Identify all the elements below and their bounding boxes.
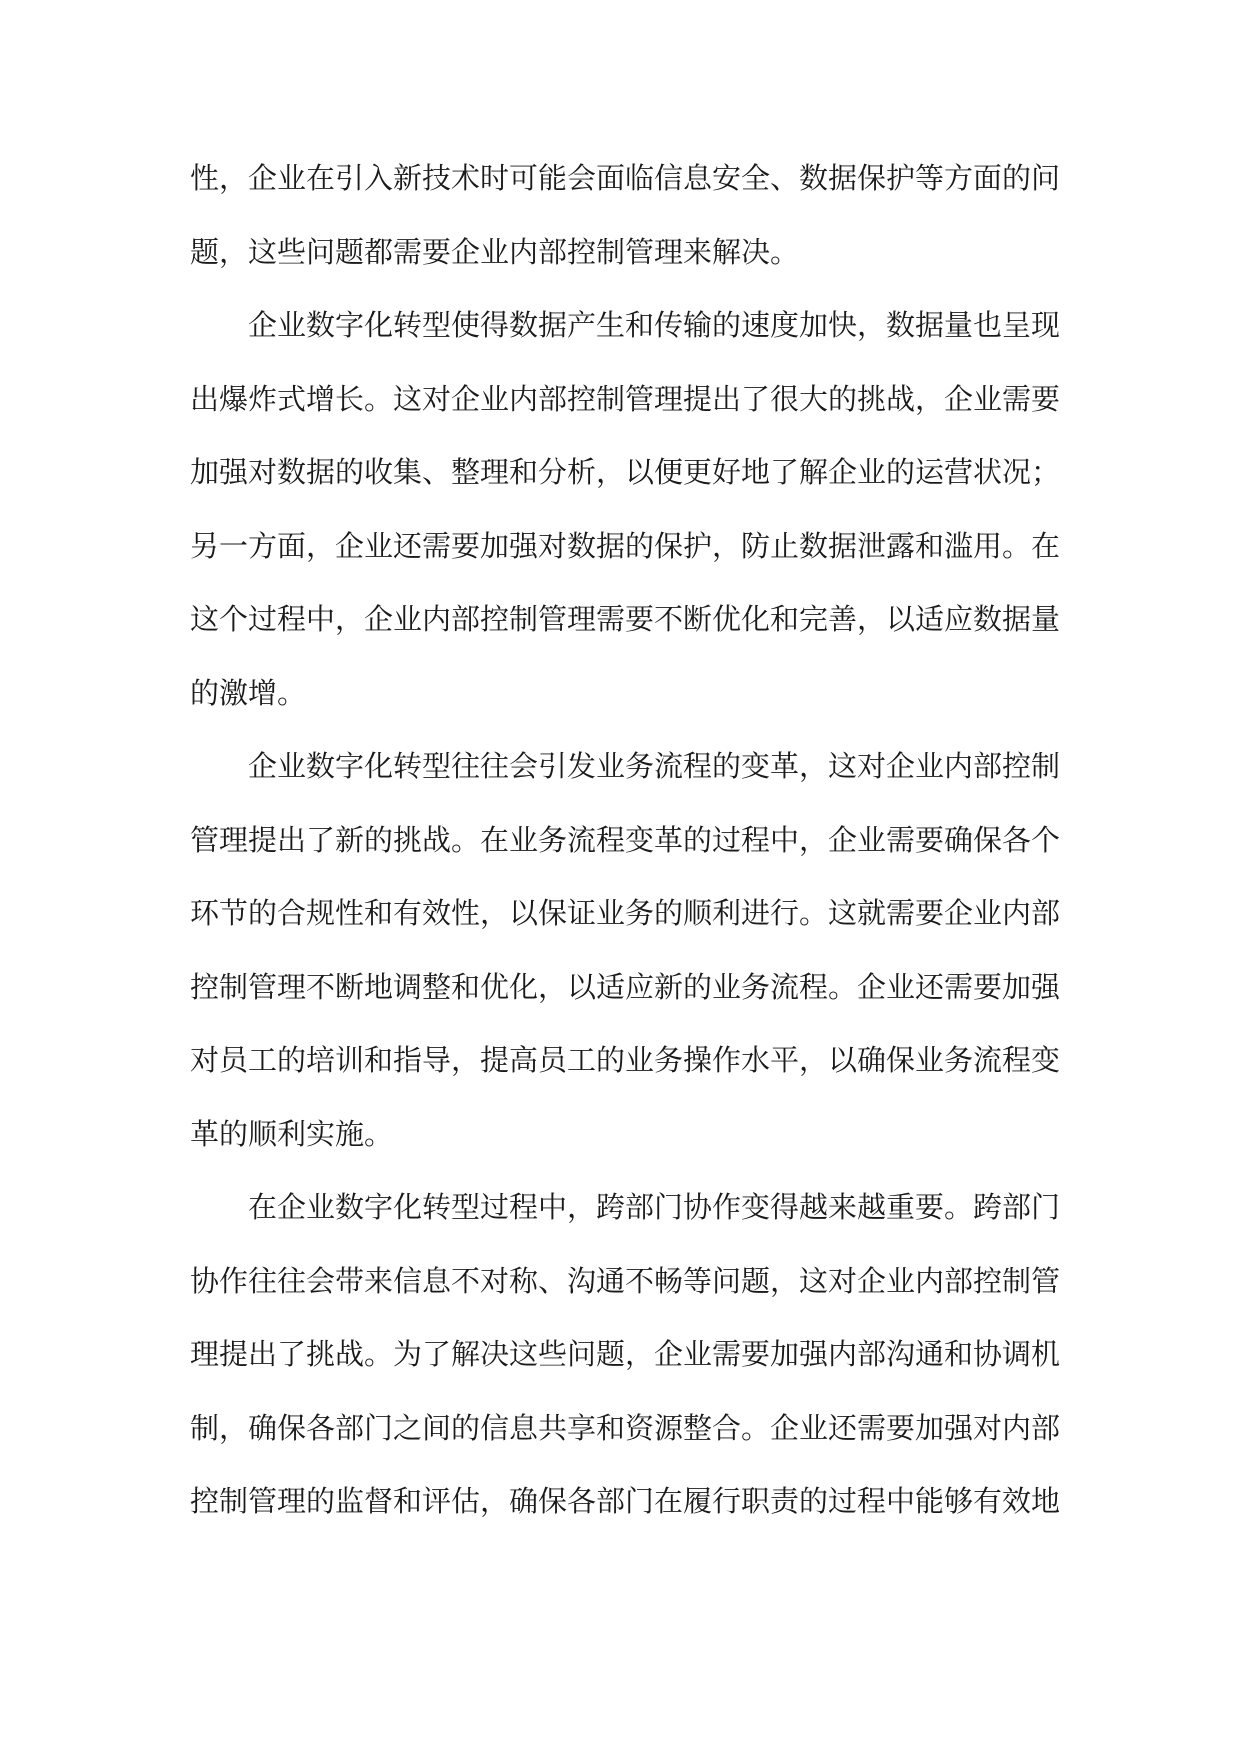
paragraph-1: 性，企业在引入新技术时可能会面临信息安全、数据保护等方面的问题，这些问题都需要企业内部控制管理来解决。 [190,161,1061,269]
paragraph-3: 企业数字化转型往往会引发业务流程的变革，这对企业内部控制管理提出了新的挑战。在业务流程变革的过程中，企业需要确保各个环节的合规性和有效性，以保证业务的顺利进行。这就需要企业内部控制管理不断地调整和优化，以适应新的业务流程。企业还需要加强对员工的培训和指导，提高员工的业务操作水平，以确保业务流程变革的顺利实施。 [190,749,1061,1151]
paragraph-2: 企业数字化转型使得数据产生和传输的速度加快，数据量也呈现出爆炸式增长。这对企业内部控制管理提出了很大的挑战，企业需要加强对数据的收集、整理和分析，以便更好地了解企业的运营状况；另一方面，企业还需要加强对数据的保护，防止数据泄露和滥用。在这个过程中，企业内部控制管理需要不断优化和完善，以适应数据量的激增。 [190,308,1061,710]
body-text [190,142,1060,1539]
paragraph-4: 在企业数字化转型过程中，跨部门协作变得越来越重要。跨部门协作往往会带来信息不对称、沟通不畅等问题，这对企业内部控制管理提出了挑战。为了解决这些问题，企业需要加强内部沟通和协调机制，确保各部门之间的信息共享和资源整合。企业还需要加强对内部控制管理的监督和评估，确保各部门在履行职责的过程中能够有效地 [190,1190,1061,1518]
